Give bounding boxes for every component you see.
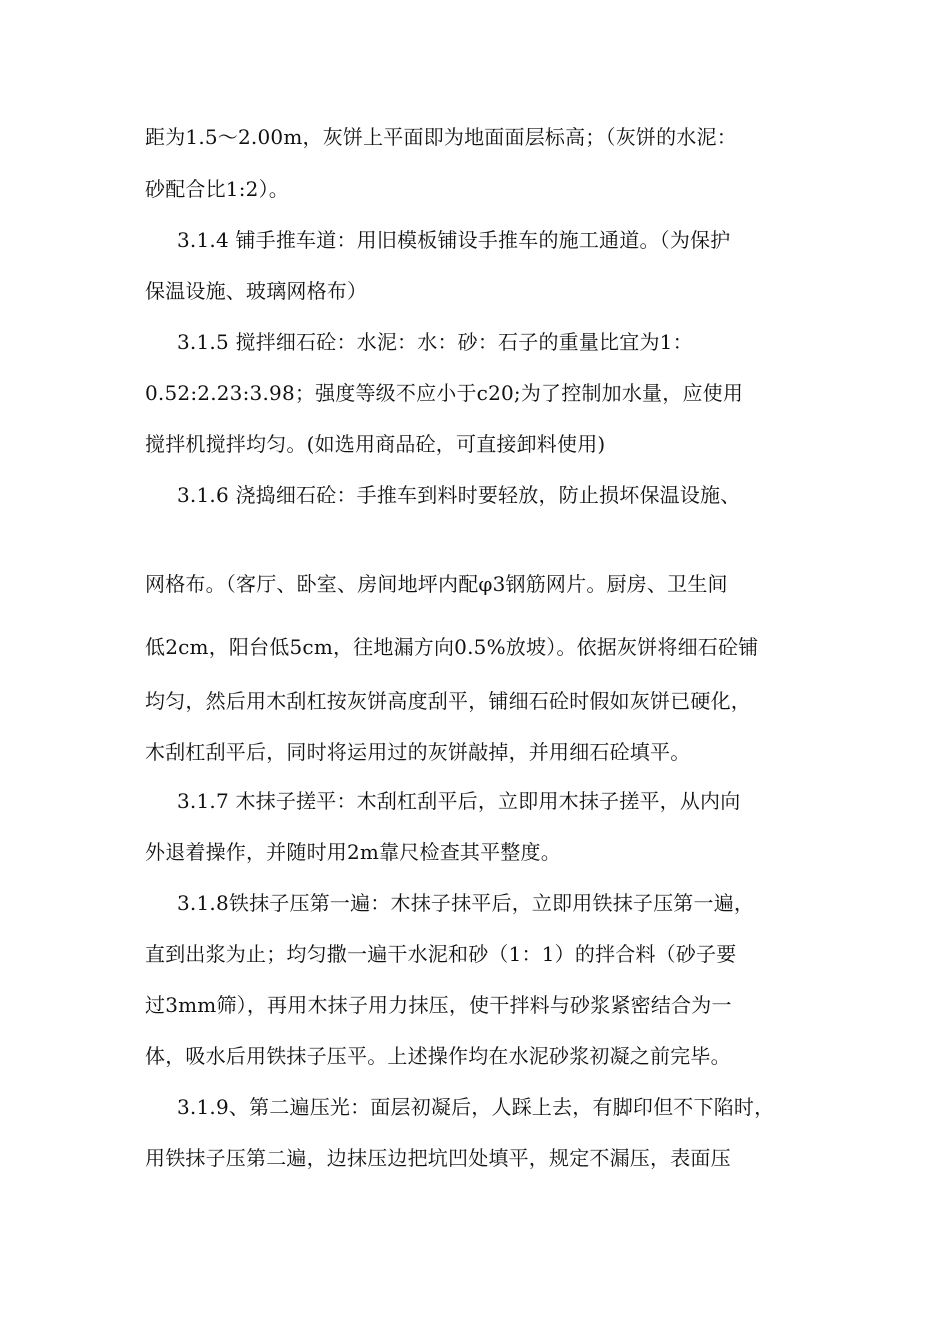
text-line: 用铁抹子压第二遍，边抹压边把坑凹处填平，规定不漏压，表面压 bbox=[145, 1146, 731, 1170]
text-line: 网格布。（客厅、卧室、房间地坪内配φ3钢筋网片。厨房、卫生间 bbox=[145, 572, 728, 596]
text-line: 直到出浆为止；均匀撒一遍干水泥和砂（1：1）的拌合料（砂子要 bbox=[145, 942, 737, 966]
text-line: 距为1.5～2.00m，灰饼上平面即为地面面层标高；（灰饼的水泥： bbox=[145, 125, 737, 149]
section-3-1-4-heading-line: 3.1.4 铺手推车道：用旧模板铺设手推车的施工通道。（为保护 bbox=[177, 228, 731, 252]
text-line: 过3mm筛），再用木抹子用力抹压，使干拌料与砂浆紧密结合为一 bbox=[145, 993, 732, 1017]
text-line: 搅拌机搅拌均匀。(如选用商品砼，可直接卸料使用) bbox=[145, 432, 606, 456]
text-line: 木刮杠刮平后，同时将运用过的灰饼敲掉，并用细石砼填平。 bbox=[145, 740, 691, 764]
text-line: 0.52:2.23:3.98；强度等级不应小于c20;为了控制加水量，应使用 bbox=[145, 381, 744, 405]
text-line: 保温设施、玻璃网格布） bbox=[145, 279, 368, 303]
section-3-1-6-heading-line: 3.1.6 浇捣细石砼：手推车到料时要轻放，防止损坏保温设施、 bbox=[177, 483, 741, 507]
text-line: 砂配合比1:2）。 bbox=[145, 177, 289, 201]
section-3-1-7-heading-line: 3.1.7 木抹子搓平：木刮杠刮平后，立即用木抹子搓平，从内向 bbox=[177, 789, 741, 813]
text-line: 均匀，然后用木刮杠按灰饼高度刮平，铺细石砼时假如灰饼已硬化， bbox=[145, 689, 751, 713]
text-line: 体，吸水后用铁抹子压平。上述操作均在水泥砂浆初凝之前完毕。 bbox=[145, 1044, 731, 1068]
section-3-1-9-heading-line: 3.1.9、第二遍压光：面层初凝后，人踩上去，有脚印但不下陷时， bbox=[177, 1095, 775, 1119]
text-line: 外退着操作，并随时用2m靠尺检查其平整度。 bbox=[145, 840, 561, 864]
section-3-1-5-heading-line: 3.1.5 搅拌细石砼：水泥：水：砂：石子的重量比宜为1： bbox=[177, 330, 693, 354]
section-3-1-8-heading-line: 3.1.8铁抹子压第一遍：木抹子抹平后，立即用铁抹子压第一遍， bbox=[177, 891, 755, 915]
text-line: 低2cm，阳台低5cm，往地漏方向0.5%放坡）。依据灰饼将细石砼铺 bbox=[145, 635, 759, 659]
